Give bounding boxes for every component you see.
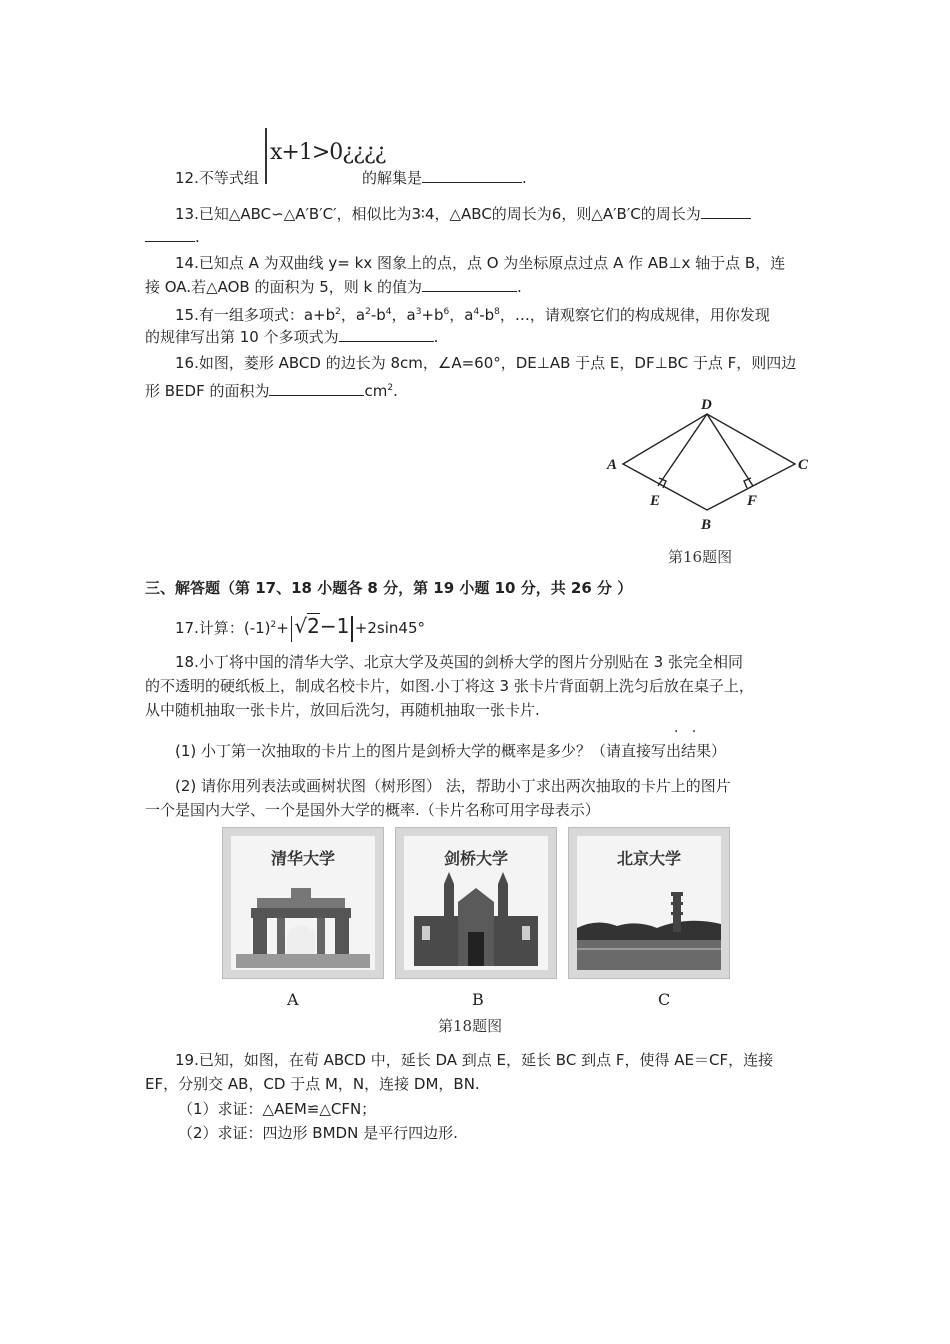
q12-text — [175, 167, 259, 188]
q18-line2: 的不透明的硬纸板上，制成名校卡片，如图.小丁将这 3 张卡片背面朝上洗匀后放在桌子上， — [145, 677, 754, 695]
q19-part2: （2）求证：四边形 BMDN 是平行四边形. — [178, 1124, 458, 1142]
q12-system-bracket — [265, 128, 267, 184]
q19-part1: （1）求证：△AEM≌△CFN； — [178, 1100, 377, 1118]
section3-heading: 三、解答题（第 17、18 小题各 8 分，第 19 小题 10 分，共 26 分 ） — [145, 579, 633, 597]
q15-line2: 的规律写出第 10 个多项式为 . — [145, 328, 439, 346]
q12-prefix: 12.不等式组 — [175, 169, 259, 187]
q13-line1: 13.已知△ABC∽△A′B′C′，相似比为3∶4，△ABC的周长为6，则△A′B′C的周长为 — [175, 203, 751, 225]
q15-answer-blank[interactable] — [339, 327, 434, 342]
label-c: C — [798, 457, 809, 473]
q14-line1: 14.已知点 A 为双曲线 y= kx 图象上的点，点 O 为坐标原点过点 A 作 AB⊥x 轴于点 B，连 — [175, 254, 786, 272]
card-letter-b: B — [472, 990, 484, 1009]
emphasis-dots: · · — [674, 724, 697, 740]
label-d: D — [701, 397, 712, 413]
sqrt-sign: √ — [294, 614, 308, 638]
rhombus-abcd — [623, 414, 795, 510]
q19-line2: EF，分别交 AB，CD 于点 M，N，连接 DM，BN. — [145, 1075, 480, 1093]
right-angle-f — [744, 478, 751, 488]
q18-part2-line1: (2) 请你用列表法或画树状图（树形图） 法，帮助小丁求出两次抽取的卡片上的图片 — [175, 777, 731, 795]
label-b: B — [701, 517, 712, 533]
label-a: A — [607, 457, 618, 473]
card-letter-a: A — [287, 990, 299, 1009]
q13-answer-blank[interactable] — [701, 204, 751, 219]
q16-figure-caption: 第16题图 — [668, 548, 733, 566]
cambridge-college-image — [404, 836, 548, 970]
q18-part2-line2: 一个是国内大学、一个是国外大学的概率.（卡片名称可用字母表示） — [145, 801, 600, 819]
label-e: E — [650, 493, 661, 509]
q19-line1: 19.已知，如图，在荀 ABCD 中，延长 DA 到点 E，延长 BC 到点 F，使得 AE＝CF，连接 — [175, 1051, 774, 1069]
label-f: F — [747, 493, 758, 509]
q18-line1: 18.小丁将中国的清华大学、北京大学及英国的剑桥大学的图片分别贴在 3 张完全相同 — [175, 653, 743, 671]
q16-line1: 16.如图，菱形 ABCD 的边长为 8cm，∠A=60°，DE⊥AB 于点 E，DF⊥BC 于点 F，则四边 — [175, 354, 797, 372]
abs-bar-right — [351, 616, 353, 642]
q16-answer-blank[interactable] — [269, 381, 364, 396]
q13-answer-blank-cont — [145, 227, 195, 242]
q12-system: x+1>0¿¿¿¿ — [270, 140, 386, 165]
q13-line2: . — [145, 226, 200, 248]
q12-answer-blank[interactable] — [422, 168, 522, 183]
q18-part1: (1) 小丁第一次抽取的卡片上的图片是剑桥大学的概率是多少？（请直接写出结果） — [175, 742, 727, 760]
sqrt-radicand: 2 — [307, 614, 320, 638]
abs-bar-left — [291, 616, 293, 642]
q14-answer-blank[interactable] — [422, 277, 517, 292]
q12-suffix: 的解集是 . — [362, 169, 527, 187]
card-tsinghua: 清华大学 — [222, 827, 384, 979]
tsinghua-gate-image — [231, 836, 375, 970]
q18-line3: 从中随机抽取一张卡片，放回后洗匀，再随机抽取一张卡片. — [145, 701, 540, 719]
segment-de — [658, 414, 707, 486]
q15-line1: 15.有一组多项式：$a+b^2$，$a^2-b^4$，$a^3+b^6$，$a^4-b^8$，…，请观察它们的构成规律，用你发现 — [175, 306, 770, 324]
q14-line2: 接 OA.若△AOB 的面积为 5，则 k 的值为 . — [145, 278, 522, 296]
q16-line2: 形 BEDF 的面积为 $cm^2$. — [145, 382, 398, 400]
card-cambridge: 剑桥大学 — [395, 827, 557, 979]
card-letter-c: C — [658, 990, 671, 1009]
q16-figure — [595, 392, 820, 572]
q17-line: 17.计算：$(-1)^2+ √2-1 +2\sin 45^\circ$ — [175, 612, 425, 642]
q18-figure-caption: 第18题图 — [438, 1017, 503, 1035]
card-peking: 北京大学 — [568, 827, 730, 979]
peking-lake-image — [577, 836, 721, 970]
segment-df — [707, 414, 753, 486]
